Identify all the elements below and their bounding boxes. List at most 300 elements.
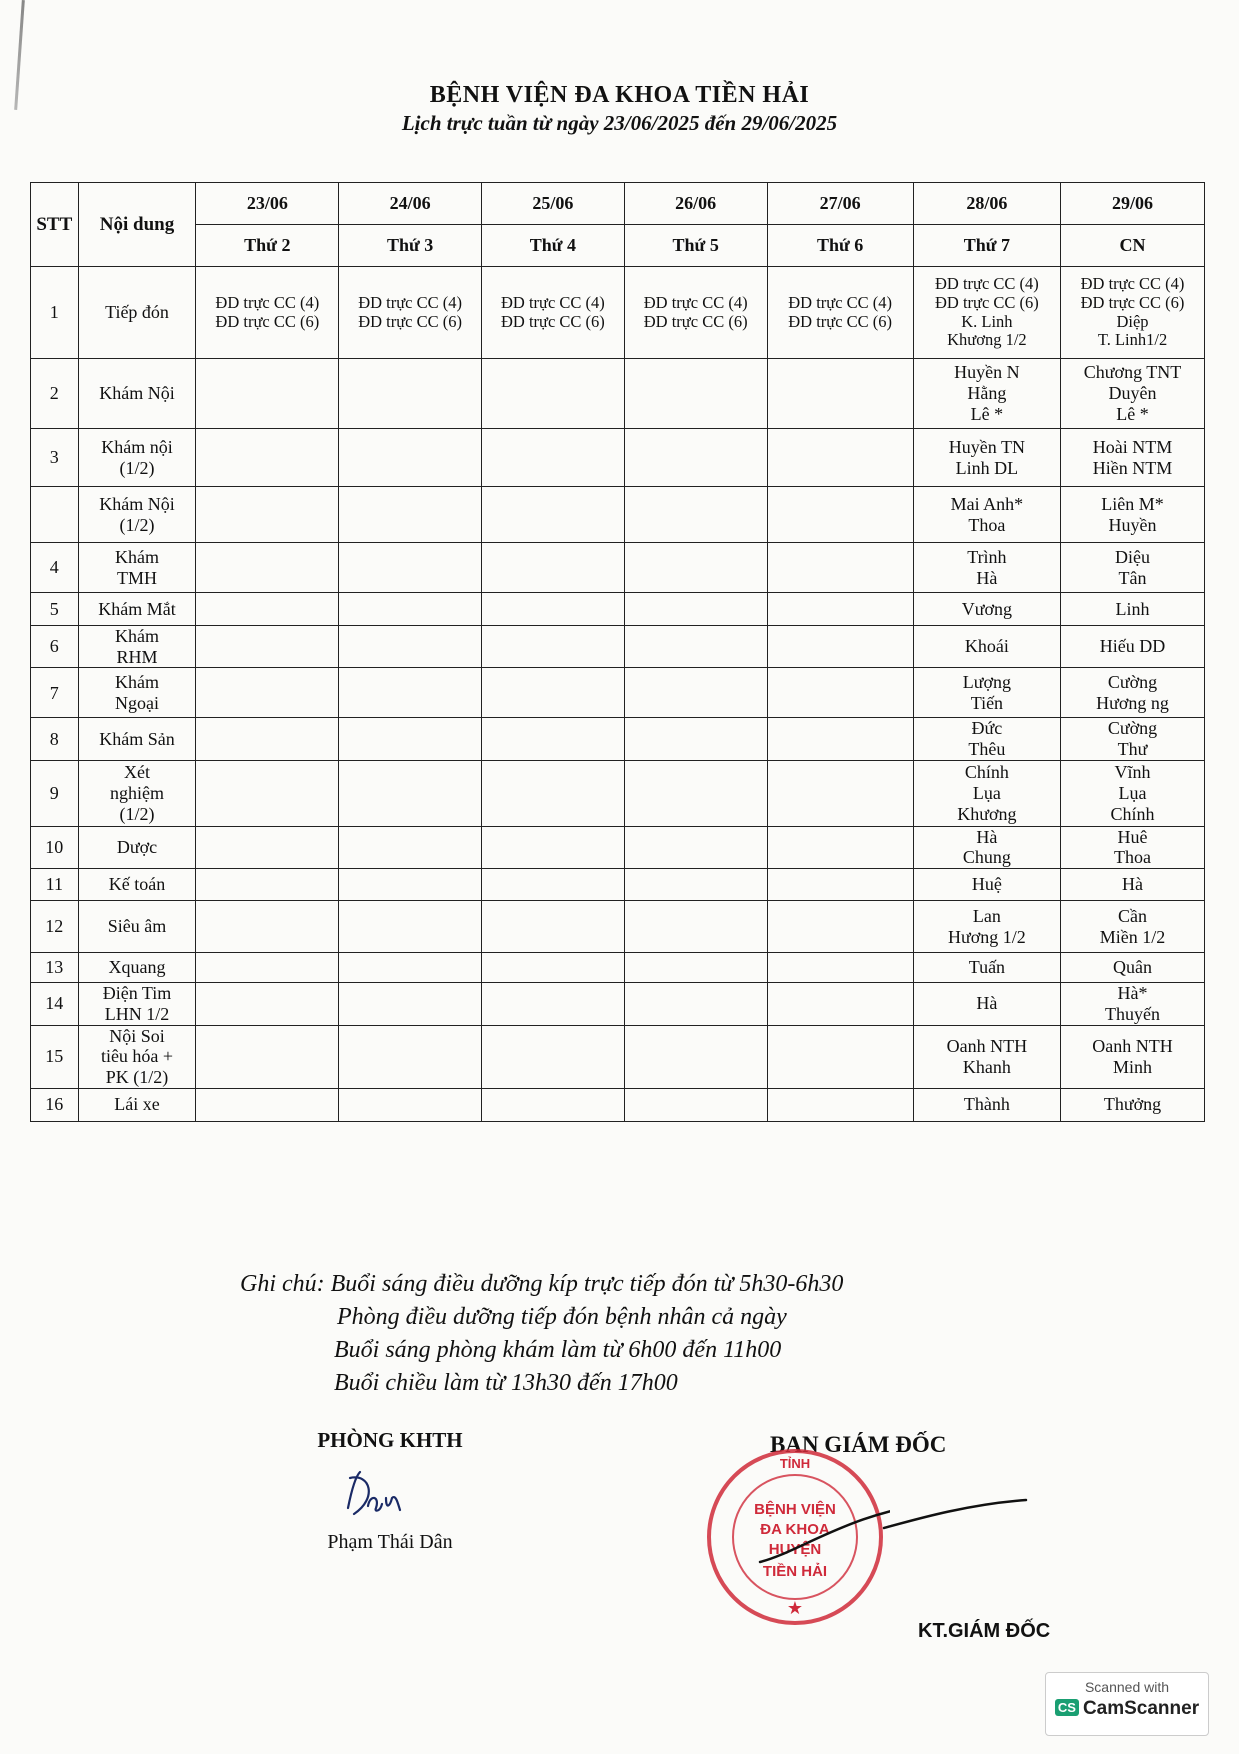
cell-line: ĐD trực CC (4)	[934, 273, 1039, 293]
table-row	[31, 668, 1205, 718]
stt-header-letter: T	[59, 213, 73, 235]
duty-cell	[196, 543, 339, 593]
cell-line: Chung	[962, 847, 1011, 868]
stt-cell: 11	[31, 869, 79, 901]
cell-line: Diệp	[1116, 311, 1149, 331]
duty-cell	[913, 901, 1060, 953]
duty-cell	[482, 1025, 625, 1088]
cell-line: ĐD trực CC (6)	[215, 311, 320, 331]
duty-cell	[1061, 429, 1205, 487]
cell-line: Kế toán	[108, 874, 166, 895]
date-header: 26/06	[624, 183, 767, 225]
duty-cell	[339, 826, 482, 868]
cell-line: Minh	[1113, 1056, 1153, 1077]
duty-cell	[624, 718, 767, 760]
weekday-header: Thứ 3	[339, 225, 482, 267]
duty-cell	[913, 1088, 1060, 1121]
cell-line: ĐD trực CC (4)	[788, 292, 893, 312]
duty-cell	[767, 826, 913, 868]
cell-line: Hà	[1122, 874, 1144, 895]
task-cell	[78, 267, 196, 359]
cell-line: Siêu âm	[107, 916, 167, 937]
svg-text:BỆNH VIỆN: BỆNH VIỆN	[754, 1501, 836, 1518]
cell-line: Dược	[116, 837, 158, 858]
camscanner-name: CamScanner	[1082, 1698, 1200, 1719]
cell-line: ĐD trực CC (6)	[934, 292, 1039, 312]
duty-cell	[196, 869, 339, 901]
duty-cell	[339, 953, 482, 983]
cell-line: Huyền N	[954, 362, 1020, 383]
duty-cell	[624, 1088, 767, 1121]
duty-cell	[339, 869, 482, 901]
cell-line: Khanh	[962, 1056, 1011, 1077]
cell-line: Duyên	[1108, 383, 1157, 404]
cell-line: Khám Mắt	[98, 598, 176, 619]
duty-cell	[1061, 668, 1205, 718]
duty-cell	[767, 359, 913, 429]
duty-cell	[482, 359, 625, 429]
cell-line: tiêu hóa +	[100, 1046, 174, 1067]
duty-cell	[624, 593, 767, 626]
duty-cell	[767, 901, 913, 953]
task-cell	[78, 543, 196, 593]
stt-cell: 10	[31, 826, 79, 868]
duty-cell	[1061, 626, 1205, 668]
duty-cell	[913, 1025, 1060, 1088]
date-header: 29/06	[1061, 183, 1205, 225]
director-signature-stroke	[880, 1492, 1030, 1542]
document-header	[0, 82, 1239, 136]
table-row	[31, 359, 1205, 429]
stt-cell: 15	[31, 1025, 79, 1088]
weekday-header: Thứ 7	[913, 225, 1060, 267]
cell-line: Hà	[976, 993, 998, 1014]
cell-line: Lái xe	[114, 1094, 160, 1115]
stt-cell	[31, 487, 79, 543]
duty-cell	[196, 1025, 339, 1088]
cell-line: Lụa	[972, 782, 1001, 803]
cell-line: (1/2)	[119, 803, 155, 824]
duty-cell	[196, 429, 339, 487]
khth-signer-name: Phạm Thái Dân	[327, 1531, 453, 1553]
duty-cell	[767, 953, 913, 983]
stt-cell: 4	[31, 543, 79, 593]
notes-block	[240, 1268, 843, 1400]
duty-cell	[767, 718, 913, 760]
duty-cell	[482, 593, 625, 626]
cell-line: Cường	[1107, 672, 1158, 693]
cell-line: Cần	[1118, 905, 1148, 926]
date-header: 24/06	[339, 183, 482, 225]
table-row	[31, 869, 1205, 901]
duty-cell	[482, 1088, 625, 1121]
stt-cell: 9	[31, 760, 79, 826]
cell-line: Lê *	[1116, 403, 1149, 424]
cell-line: Ngoại	[115, 692, 160, 713]
cell-line: Khám	[115, 626, 160, 646]
duty-cell	[1061, 1088, 1205, 1121]
cell-line: Hiếu DD	[1099, 636, 1166, 657]
note-line: Ghi chú: Buổi sáng điều dưỡng kíp trực tiếp đón từ 5h30-6h30	[240, 1271, 844, 1297]
khth-department: PHÒNG KHTH	[317, 1428, 463, 1452]
svg-text:TỈNH: TỈNH	[779, 1456, 811, 1471]
cell-line: TMH	[117, 567, 158, 588]
stt-cell: 13	[31, 953, 79, 983]
task-cell	[78, 487, 196, 543]
duty-cell	[482, 668, 625, 718]
duty-cell	[482, 901, 625, 953]
duty-cell	[624, 267, 767, 359]
duty-cell	[767, 626, 913, 668]
duty-cell	[1061, 826, 1205, 868]
stt-cell: 14	[31, 983, 79, 1025]
cell-line: Thư	[1117, 739, 1148, 760]
duty-cell	[767, 543, 913, 593]
table-row	[31, 429, 1205, 487]
duty-cell	[339, 1025, 482, 1088]
stt-cell: 7	[31, 668, 79, 718]
table-row	[31, 1088, 1205, 1121]
cell-line: Khám nội	[101, 436, 173, 457]
duty-cell	[1061, 869, 1205, 901]
cell-line: Tiến	[970, 692, 1004, 713]
duty-cell	[1061, 593, 1205, 626]
cell-line: LHN 1/2	[104, 1003, 170, 1024]
duty-cell	[196, 983, 339, 1025]
stt-header	[31, 183, 79, 267]
cell-line: Khám	[115, 672, 160, 693]
task-cell	[78, 593, 196, 626]
duty-cell	[196, 760, 339, 826]
scanned-with-text: Scanned with	[1084, 1679, 1170, 1695]
duty-cell	[767, 760, 913, 826]
duty-cell	[339, 668, 482, 718]
cell-line: Nội Soi	[109, 1025, 165, 1046]
cell-line: PK (1/2)	[105, 1066, 169, 1087]
duty-cell	[196, 826, 339, 868]
table-row	[31, 983, 1205, 1025]
task-cell	[78, 359, 196, 429]
duty-cell	[339, 760, 482, 826]
cell-line: Hằng	[967, 383, 1007, 404]
weekday-header: Thứ 4	[482, 225, 625, 267]
duty-cell	[196, 1088, 339, 1121]
cell-line: Lê *	[970, 403, 1004, 424]
cell-line: Hiền NTM	[1092, 457, 1173, 478]
cell-line: Huê	[1117, 826, 1148, 847]
duty-cell	[1061, 901, 1205, 953]
table-row	[31, 826, 1205, 868]
cell-line: ĐD trực CC (4)	[500, 292, 605, 312]
duty-cell	[339, 543, 482, 593]
cell-line: Thoa	[1114, 847, 1152, 868]
duty-cell	[339, 1088, 482, 1121]
handwritten-signature-dan	[340, 1468, 430, 1523]
task-cell	[78, 826, 196, 868]
cell-line: ĐD trực CC (6)	[643, 311, 748, 331]
cell-line: Chính	[1110, 803, 1155, 824]
task-cell	[78, 760, 196, 826]
cell-line: (1/2)	[119, 457, 155, 478]
duty-cell	[339, 626, 482, 668]
duty-cell	[339, 593, 482, 626]
duty-cell	[482, 983, 625, 1025]
deputy-director-title: KT.GIÁM ĐỐC	[918, 1620, 1051, 1642]
cell-line: Khám Nội	[99, 383, 175, 404]
cell-line: Thuyến	[1105, 1003, 1161, 1024]
cell-line: Điện Tim	[102, 983, 172, 1004]
stt-cell: 16	[31, 1088, 79, 1121]
task-cell	[78, 901, 196, 953]
note-line: Buổi sáng phòng khám làm từ 6h00 đến 11h00	[334, 1337, 782, 1363]
duty-cell	[196, 593, 339, 626]
duty-cell	[913, 487, 1060, 543]
date-header: 25/06	[482, 183, 625, 225]
task-cell	[78, 429, 196, 487]
cell-line: Huyền TN	[948, 436, 1025, 457]
svg-text:★: ★	[786, 1598, 804, 1618]
cell-line: K. Linh	[961, 311, 1013, 331]
weekday-header: CN	[1061, 225, 1205, 267]
stt-cell: 2	[31, 359, 79, 429]
cell-line: Khám Sản	[99, 728, 175, 749]
cell-line: ĐD trực CC (6)	[1080, 292, 1185, 312]
duty-cell	[913, 826, 1060, 868]
duty-cell	[196, 359, 339, 429]
cell-line: Miền 1/2	[1099, 926, 1166, 947]
task-cell	[78, 626, 196, 668]
date-header: 23/06	[196, 183, 339, 225]
cell-line: Chương TNT	[1083, 362, 1182, 383]
cell-line: Lượng	[962, 672, 1012, 693]
cell-line: Tân	[1118, 567, 1147, 588]
duty-cell	[624, 983, 767, 1025]
date-header: 27/06	[767, 183, 913, 225]
cell-line: Vương	[961, 598, 1013, 619]
note-line: Phòng điều dưỡng tiếp đón bệnh nhân cả ngày	[337, 1304, 787, 1330]
cell-line: Oanh NTH	[946, 1035, 1028, 1056]
stt-cell: 5	[31, 593, 79, 626]
cell-line: Tiếp đón	[105, 302, 169, 323]
duty-cell	[482, 487, 625, 543]
cell-line: Quân	[1113, 957, 1153, 978]
task-cell	[78, 953, 196, 983]
cell-line: T. Linh1/2	[1097, 330, 1168, 350]
duty-cell	[624, 487, 767, 543]
cell-line: ĐD trực CC (4)	[643, 292, 748, 312]
cell-line: Huyền	[1108, 514, 1157, 535]
stt-cell: 3	[31, 429, 79, 487]
cell-line: Khoái	[964, 636, 1009, 657]
duty-cell	[1061, 1025, 1205, 1088]
cell-line: Cường	[1107, 718, 1158, 739]
note-line: Buổi chiều làm từ 13h30 đến 17h00	[334, 1370, 678, 1396]
cell-line: Lụa	[1118, 782, 1147, 803]
duty-cell	[767, 593, 913, 626]
cell-line: Thêu	[968, 739, 1006, 760]
duty-cell	[913, 668, 1060, 718]
date-header: 28/06	[913, 183, 1060, 225]
duty-cell	[624, 1025, 767, 1088]
duty-cell	[624, 901, 767, 953]
task-cell	[78, 1088, 196, 1121]
stt-cell: 6	[31, 626, 79, 668]
cell-line: Hà	[976, 826, 998, 847]
duty-cell	[767, 668, 913, 718]
content-header: Nội dung	[78, 183, 196, 267]
cell-line: Linh	[1115, 598, 1150, 619]
duty-cell	[767, 983, 913, 1025]
cell-line: RHM	[116, 646, 158, 667]
cell-line: Hà*	[1117, 983, 1148, 1004]
duty-cell	[913, 626, 1060, 668]
duty-cell	[482, 826, 625, 868]
duty-cell	[339, 983, 482, 1025]
duty-cell	[624, 953, 767, 983]
duty-cell	[482, 267, 625, 359]
cell-line: Xquang	[108, 957, 166, 978]
table-row	[31, 267, 1205, 359]
task-cell	[78, 983, 196, 1025]
cell-line: Oanh NTH	[1092, 1035, 1173, 1056]
duty-cell	[913, 267, 1060, 359]
task-cell	[78, 668, 196, 718]
cell-line: Tuấn	[968, 957, 1006, 978]
table-row	[31, 543, 1205, 593]
duty-cell	[196, 626, 339, 668]
board-of-directors-label: BAN GIÁM ĐỐC	[770, 1432, 947, 1457]
duty-cell	[482, 429, 625, 487]
duty-cell	[482, 953, 625, 983]
cell-line: ĐD trực CC (6)	[788, 311, 893, 331]
cell-line: Hương ng	[1096, 692, 1169, 713]
duty-cell	[339, 718, 482, 760]
stt-header-letter: T	[46, 213, 60, 235]
cell-line: ĐD trực CC (4)	[215, 292, 320, 312]
stt-cell: 1	[31, 267, 79, 359]
task-cell	[78, 1025, 196, 1088]
duty-cell	[913, 359, 1060, 429]
cell-line: Diệu	[1115, 546, 1151, 567]
stt-cell: 8	[31, 718, 79, 760]
duty-cell	[339, 901, 482, 953]
duty-cell	[913, 718, 1060, 760]
weekday-header: Thứ 5	[624, 225, 767, 267]
cell-line: Khám Nội	[99, 493, 175, 514]
stt-cell: 12	[31, 901, 79, 953]
duty-cell	[196, 267, 339, 359]
stt-header-letter: S	[36, 213, 47, 235]
duty-cell	[482, 760, 625, 826]
table-row	[31, 487, 1205, 543]
cell-line: Xét	[124, 762, 151, 783]
duty-cell	[482, 543, 625, 593]
duty-cell	[339, 359, 482, 429]
duty-cell	[1061, 953, 1205, 983]
cell-line: ĐD trực CC (6)	[358, 311, 463, 331]
duty-cell	[913, 953, 1060, 983]
table-row	[31, 953, 1205, 983]
duty-cell	[913, 593, 1060, 626]
duty-cell	[624, 359, 767, 429]
svg-text:ĐA KHOA: ĐA KHOA	[760, 1521, 830, 1538]
duty-cell	[624, 869, 767, 901]
cell-line: ĐD trực CC (4)	[1080, 273, 1185, 293]
task-cell	[78, 718, 196, 760]
table-row	[31, 718, 1205, 760]
schedule-subtitle: Lịch trực tuần từ ngày 23/06/2025 đến 29/06/2025	[401, 111, 838, 135]
task-cell	[78, 869, 196, 901]
red-stamp-seal	[700, 1442, 890, 1632]
duty-cell	[196, 487, 339, 543]
duty-cell	[1061, 543, 1205, 593]
table-row	[31, 760, 1205, 826]
table-row	[31, 1025, 1205, 1088]
cell-line: Khương	[957, 803, 1017, 824]
duty-cell	[624, 543, 767, 593]
duty-cell	[196, 901, 339, 953]
duty-cell	[767, 869, 913, 901]
cell-line: Hoài NTM	[1092, 436, 1173, 457]
duty-cell	[339, 487, 482, 543]
duty-cell	[1061, 359, 1205, 429]
duty-cell	[1061, 983, 1205, 1025]
duty-cell	[624, 429, 767, 487]
svg-text:TIỀN HẢI: TIỀN HẢI	[762, 1563, 828, 1580]
duty-cell	[624, 760, 767, 826]
duty-cell	[624, 826, 767, 868]
table-row	[31, 593, 1205, 626]
duty-cell	[624, 626, 767, 668]
cell-line: Hà	[976, 567, 998, 588]
cell-line: Khám	[115, 546, 160, 567]
duty-cell	[913, 760, 1060, 826]
table-row	[31, 901, 1205, 953]
camscanner-watermark	[1045, 1672, 1209, 1736]
duty-cell	[913, 869, 1060, 901]
cell-line: Hương 1/2	[948, 926, 1026, 947]
duty-cell	[767, 1025, 913, 1088]
cell-line: Chính	[964, 762, 1009, 783]
cell-line: (1/2)	[119, 514, 155, 535]
cell-line: Đức	[971, 718, 1003, 739]
cell-line: ĐD trực CC (4)	[358, 292, 463, 312]
duty-cell	[767, 487, 913, 543]
cell-line: Thành	[963, 1094, 1010, 1115]
duty-cell	[196, 718, 339, 760]
cell-line: nghiệm	[110, 782, 165, 803]
duty-cell	[196, 953, 339, 983]
duty-cell	[196, 668, 339, 718]
cell-line: Mai Anh*	[950, 493, 1024, 514]
duty-cell	[482, 718, 625, 760]
weekday-header: Thứ 6	[767, 225, 913, 267]
cell-line: Liên M*	[1101, 493, 1164, 514]
duty-cell	[913, 983, 1060, 1025]
duty-cell	[1061, 487, 1205, 543]
table-row	[31, 626, 1205, 668]
duty-cell	[482, 626, 625, 668]
cell-line: Thoa	[968, 514, 1006, 535]
duty-cell	[913, 429, 1060, 487]
duty-cell	[1061, 760, 1205, 826]
duty-cell	[339, 429, 482, 487]
duty-cell	[913, 543, 1060, 593]
cell-line: Trình	[967, 546, 1007, 567]
cell-line: Lan	[972, 905, 1001, 926]
weekday-header: Thứ 2	[196, 225, 339, 267]
svg-text:HUYỆN: HUYỆN	[768, 1541, 822, 1558]
